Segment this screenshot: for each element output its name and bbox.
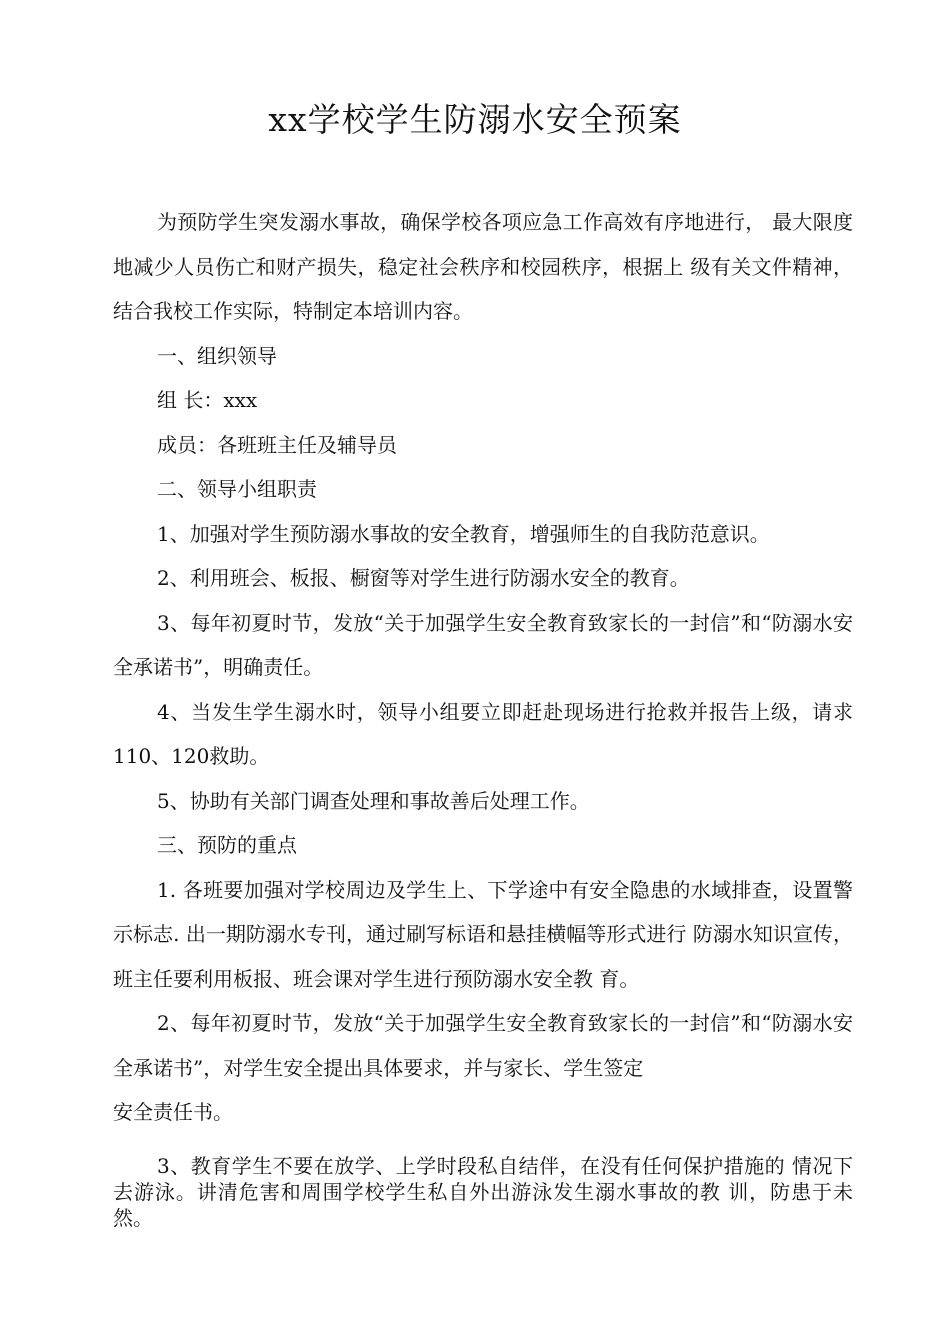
duty-item-5: 5、协助有关部门调查处理和事故善后处理工作。 — [157, 788, 590, 813]
group-leader-line: 组 长：xxx — [157, 388, 258, 412]
document-title: xx学校学生防溺水安全预案 — [268, 100, 682, 139]
duty-item-2: 2、利用班会、板报、橱窗等对学生进行防溺水安全的教育。 — [157, 566, 690, 590]
prevention-item-3: 3、教育学生不要在放学、上学时段私自结伴，在没有任何保护措施的 情况下去游泳。讲清危害和周围学校学生私自外出游泳发生溺水事故的教 训，防患于未然。 — [113, 1153, 853, 1230]
prevention-item-2: 2、每年初夏时节，发放“关于加强学生安全教育致家长的一封信”和“防溺水安全承诺书”，对学生安全提出具体要求，并与家长、学生签定 — [113, 1011, 853, 1080]
duty-item-4: 4、当发生学生溺水时，领导小组要立即赶赴现场进行抢救并报告上级，请求110、120救助。 — [113, 699, 853, 768]
prevention-item-1: 1. 各班要加强对学校周边及学生上、下学途中有安全隐患的水域排查，设置警示标志. 出一期防溺水专刊，通过刷写标语和悬挂横幅等形式进行 防溺水知识宣传，班主任要利用板报、班会课对学生进行预防溺水安全教 育。 — [113, 877, 853, 991]
section-heading-prevention: 三、预防的重点 — [157, 833, 297, 857]
duty-item-3: 3、每年初夏时节，发放“关于加强学生安全教育致家长的一封信”和“防溺水安全承诺书”，明确责任。 — [113, 610, 853, 679]
section-heading-organization: 一、组织领导 — [157, 343, 277, 368]
prevention-item-2-continued: 安全责任书。 — [113, 1100, 233, 1124]
duty-item-1: 1、加强对学生预防溺水事故的安全教育，增强师生的自我防范意识。 — [157, 521, 770, 546]
document-body — [113, 200, 853, 1231]
section-heading-duties: 二、领导小组职责 — [157, 477, 317, 501]
intro-paragraph: 为预防学生突发溺水事故，确保学校各项应急工作高效有序地进行， 最大限度地减少人员伤亡和财产损失，稳定社会秩序和校园秩序，根据上 级有关文件精神，结合我校工作实际，特制定本培训内容。 — [113, 210, 853, 323]
members-line: 成员：各班班主任及辅导员 — [157, 432, 397, 457]
